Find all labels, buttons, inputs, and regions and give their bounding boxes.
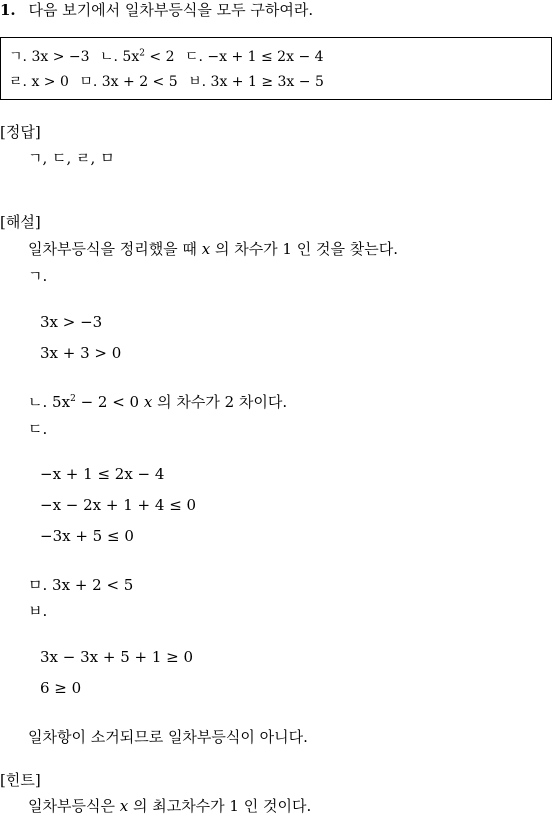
hint-header: [힌트] — [0, 771, 41, 789]
solution-n-line — [28, 393, 287, 411]
choices-row-2 — [9, 74, 324, 91]
hint-text-pre: 일차부등식은 — [28, 797, 120, 815]
solution-intro-post: 의 차수가 1 인 것을 찾는다. — [210, 240, 398, 258]
hint-text-var: x — [119, 797, 129, 815]
problem-statement: 다음 보기에서 일차부등식을 모두 구하여라. — [28, 1, 314, 19]
solution-label-g: ㄱ. — [28, 267, 48, 285]
choice-label-d: ㄷ. — [184, 49, 203, 65]
solution-b-line-1: 3x − 3x + 5 + 1 ≥ 0 — [40, 648, 194, 666]
hint-text-post: 의 최고차수가 1 인 것이다. — [128, 797, 312, 815]
answer-header: [정답] — [0, 123, 41, 141]
choice-expr-b: 3x + 1 ≥ 3x − 5 — [210, 74, 324, 90]
solution-n-exp: 2 — [70, 394, 76, 404]
choices-box — [0, 37, 552, 100]
choice-label-m: ㅁ. — [79, 74, 98, 90]
solution-n-var: x — [143, 393, 153, 411]
solution-m-line — [28, 576, 133, 594]
solution-d-line-1: −x + 1 ≤ 2x − 4 — [40, 465, 165, 483]
choice-expr-n — [122, 49, 174, 65]
solution-header: [해설] — [0, 213, 41, 231]
solution-m-expr: 3x + 2 < 5 — [52, 576, 134, 594]
choices-row-1 — [9, 49, 324, 66]
solution-intro-pre: 일차부등식을 정리했을 때 — [28, 240, 202, 258]
solution-label-n: ㄴ. — [28, 393, 48, 411]
solution-n-base: 5x — [52, 393, 71, 411]
problem-number: 1. — [0, 1, 16, 19]
solution-conclusion: 일차항이 소거되므로 일차부등식이 아니다. — [28, 728, 308, 746]
choice-expr-d: −x + 1 ≤ 2x − 4 — [207, 49, 324, 65]
choice-expr-g: 3x > −3 — [31, 49, 90, 65]
choice-label-r: ㄹ. — [9, 74, 27, 90]
answer-text: ㄱ, ㄷ, ㄹ, ㅁ — [28, 149, 115, 167]
solution-d-line-3: −3x + 5 ≤ 0 — [40, 527, 134, 545]
solution-intro-var: x — [201, 240, 211, 258]
choice-expr-r: x > 0 — [31, 74, 69, 90]
solution-intro — [28, 240, 398, 258]
choice-expr-n-tail: < 2 — [144, 49, 175, 65]
solution-label-m: ㅁ. — [28, 576, 48, 594]
problem-statement-line — [0, 1, 313, 19]
choice-label-n: ㄴ. — [99, 49, 118, 65]
choice-expr-n-exp: 2 — [139, 48, 145, 59]
solution-n-post: − 2 < 0 — [75, 393, 144, 411]
solution-g-line-1: 3x > −3 — [40, 313, 103, 331]
choice-expr-n-base: 5x — [122, 49, 140, 65]
solution-b-line-2: 6 ≥ 0 — [40, 679, 82, 697]
solution-label-d: ㄷ. — [28, 420, 48, 438]
solution-label-b: ㅂ. — [28, 602, 48, 620]
solution-g-line-2: 3x + 3 > 0 — [40, 344, 122, 362]
solution-n-tail: 의 차수가 2 차이다. — [152, 393, 288, 411]
hint-text — [28, 797, 311, 815]
choice-label-g: ㄱ. — [9, 49, 27, 65]
solution-d-line-2: −x − 2x + 1 + 4 ≤ 0 — [40, 496, 197, 514]
choice-label-b: ㅂ. — [188, 74, 207, 90]
choice-expr-m: 3x + 2 < 5 — [101, 74, 178, 90]
